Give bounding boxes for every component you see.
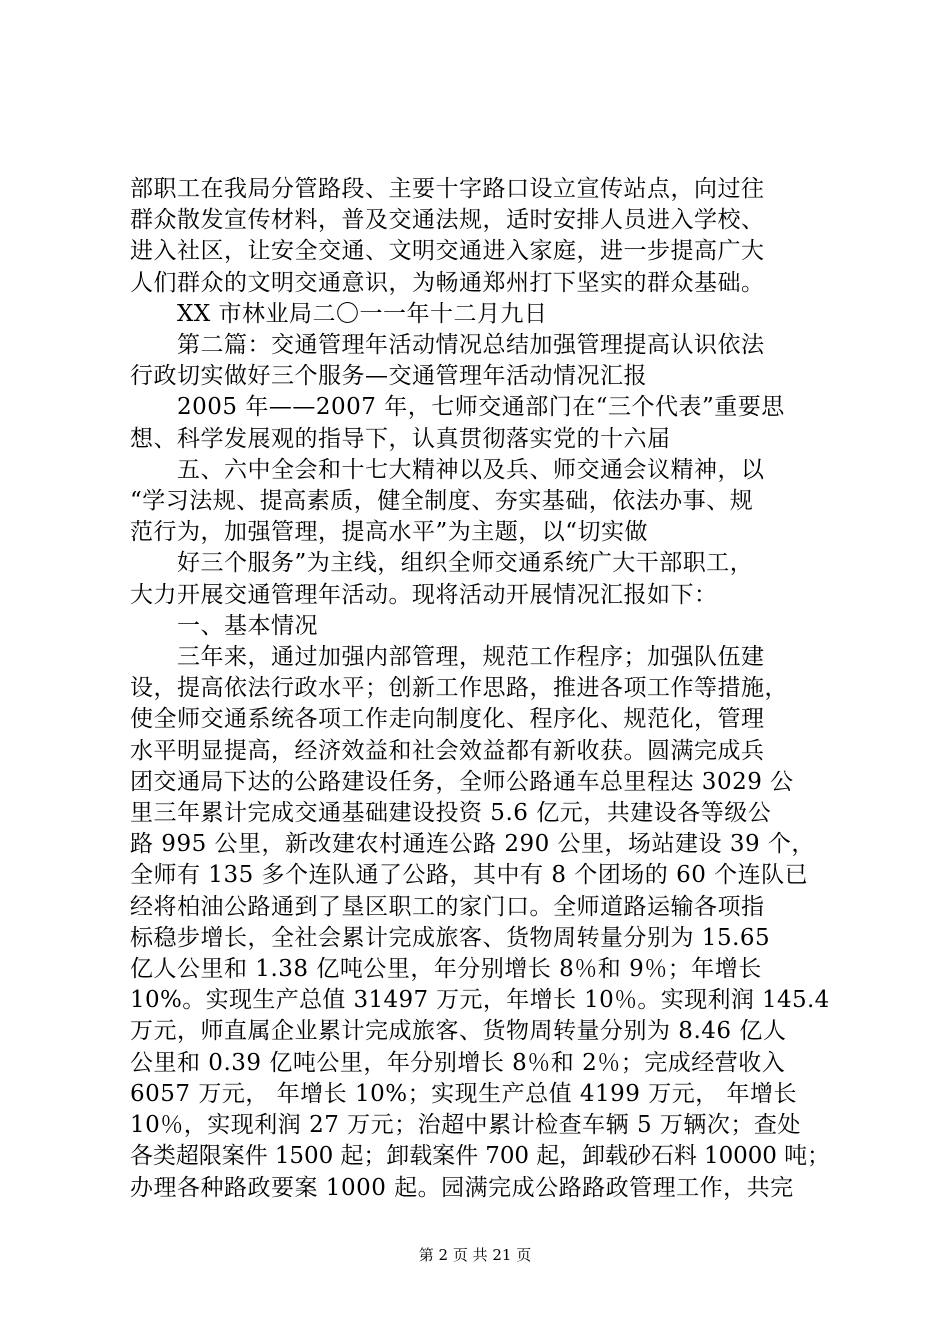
text-line: 经将柏油公路通到了垦区职工的家门口。全师道路运输各项指	[130, 893, 765, 920]
text-line: 10％，实现利润 27 万元；治超中累计检查车辆 5 万辆次；查处	[130, 1112, 801, 1139]
text-line: 10%。实现生产总值 31497 万元，年增长 10％。实现利润 145.4	[130, 987, 830, 1014]
text-line: 亿人公里和 1.38 亿吨公里，年分别增长 8％和 9％；年增长	[130, 956, 762, 983]
text-line: 设，提高依法行政水平；创新工作思路，推进各项工作等措施，	[130, 675, 788, 702]
text-line: 万元，师直属企业累计完成旅客、货物周转量分别为 8.46 亿人	[130, 1018, 787, 1045]
text-line: 办理各种路政要案 1000 起。园满完成公路路政管理工作，共完	[130, 1174, 794, 1201]
text-line: 一、基本情况	[177, 612, 318, 639]
text-line: 群众散发宣传材料，普及交通法规，适时安排人员进入学校、	[130, 207, 765, 234]
text-line: 人们群众的文明交通意识，为畅通郑州打下坚实的群众基础。	[130, 269, 765, 296]
text-line: 6057 万元， 年增长 10%；实现生产总值 4199 万元， 年增长	[130, 1080, 798, 1107]
text-line: 团交通局下达的公路建设任务，全师公路通车总里程达 3029 公	[130, 768, 794, 795]
text-line: 好三个服务”为主线，组织全师交通系统广大干部职工，	[177, 550, 754, 577]
text-line: 部职工在我局分管路段、主要十字路口设立宣传站点，向过往	[130, 176, 765, 202]
text-line: 2005 年——2007 年，七师交通部门在“三个代表”重要思	[177, 394, 785, 421]
text-line: 里三年累计完成交通基础建设投资 5.6 亿元，共建设各等级公	[130, 800, 772, 827]
document-body	[130, 174, 830, 1204]
text-line: 范行为，加强管理，提高水平”为主题，以“切实做	[130, 519, 649, 546]
text-line: 进入社区，让安全交通、文明交通进入家庭，进一步提高广大	[130, 238, 765, 265]
text-line: 公里和 0.39 亿吨公里，年分别增长 8％和 2％；完成经营收入	[130, 1049, 786, 1076]
page-footer: 第 2 页 共 21 页	[418, 1246, 532, 1264]
text-line: 大力开展交通管理年活动。现将活动开展情况汇报如下：	[130, 581, 718, 608]
text-line: 三年来，通过加强内部管理，规范工作程序；加强队伍建	[177, 644, 765, 671]
text-line: 水平明显提高，经济效益和社会效益都有新收获。圆满完成兵	[130, 737, 765, 764]
text-line: 五、六中全会和十七大精神以及兵、师交通会议精神，以	[177, 456, 765, 483]
text-line: “学习法规、提高素质，健全制度、夯实基础，依法办事、规	[130, 488, 754, 515]
text-line: 想、科学发展观的指导下，认真贯彻落实党的十六届	[130, 425, 671, 452]
text-line: 使全师交通系统各项工作走向制度化、程序化、规范化，管理	[130, 706, 765, 733]
text-line: 标稳步增长，全社会累计完成旅客、货物周转量分别为 15.65	[130, 924, 771, 951]
text-line: 各类超限案件 1500 起；卸载案件 700 起，卸载砂石料 10000 吨；	[130, 1143, 830, 1170]
text-line: 全师有 135 多个连队通了公路，其中有 8 个团场的 60 个连队已	[130, 862, 809, 889]
text-line: XX 市林业局二〇一一年十二月九日	[177, 300, 548, 327]
text-line: 第二篇：交通管理年活动情况总结加强管理提高认识依法	[177, 332, 765, 359]
text-line: 行政切实做好三个服务—交通管理年活动情况汇报	[130, 363, 647, 390]
text-line: 路 995 公里，新改建农村通连公路 290 公里，场站建设 39 个，	[130, 831, 815, 858]
